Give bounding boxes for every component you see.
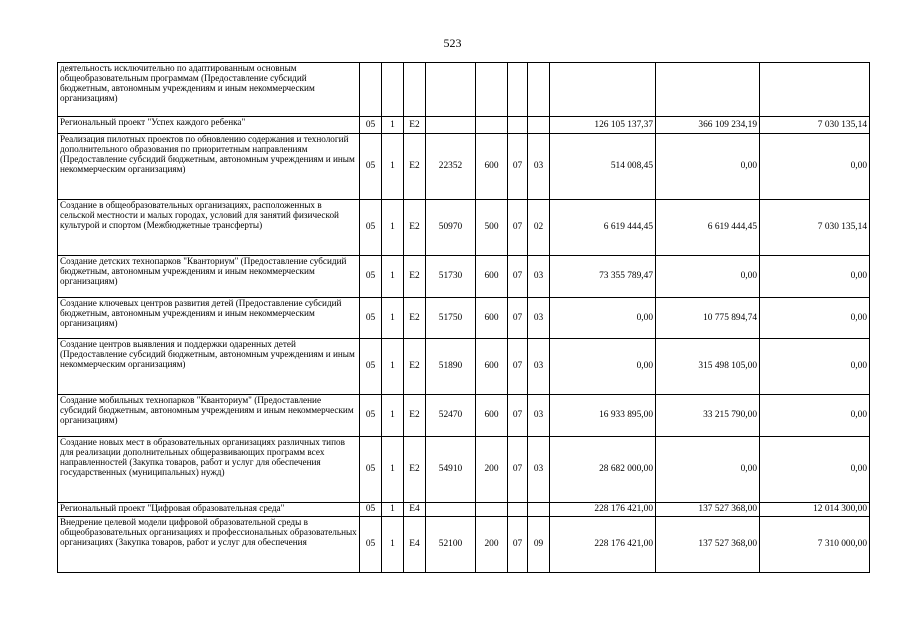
row-expense-type xyxy=(476,503,508,517)
row-amount-year-1: 16 933 895,00 xyxy=(550,395,656,437)
table-row xyxy=(58,395,870,437)
row-amount-year-3: 7 030 135,14 xyxy=(760,117,870,134)
row-direction-code: 52470 xyxy=(426,395,476,437)
row-subsection xyxy=(528,117,550,134)
row-amount-year-3: 7 030 135,14 xyxy=(760,200,870,256)
row-subsection: 03 xyxy=(528,256,550,298)
row-subsection: 02 xyxy=(528,200,550,256)
table-row xyxy=(58,63,870,117)
row-amount-year-3: 0,00 xyxy=(760,298,870,339)
row-amount-year-1 xyxy=(550,63,656,117)
row-subprogram-code: 1 xyxy=(382,503,404,517)
row-expense-type xyxy=(476,117,508,134)
row-section xyxy=(508,117,528,134)
row-section: 07 xyxy=(508,200,528,256)
row-subsection: 03 xyxy=(528,339,550,395)
row-description: Создание центров выявления и поддержки одаренных детей (Предоставление субсидий бюджетным, автономным учреждениям и иным некоммерческим организациям) xyxy=(58,339,360,395)
table-row xyxy=(58,200,870,256)
table-row xyxy=(58,256,870,298)
row-project-code: E4 xyxy=(404,503,426,517)
row-project-code: E2 xyxy=(404,437,426,503)
table-row xyxy=(58,298,870,339)
row-project-code: E2 xyxy=(404,134,426,200)
row-amount-year-2: 0,00 xyxy=(656,256,760,298)
row-subsection: 03 xyxy=(528,437,550,503)
row-expense-type: 200 xyxy=(476,517,508,573)
row-description: Создание ключевых центров развития детей (Предоставление субсидий бюджетным, автономным учреждениям и иным некоммерческим организациям) xyxy=(58,298,360,339)
row-amount-year-2: 137 527 368,00 xyxy=(656,517,760,573)
row-amount-year-3: 0,00 xyxy=(760,134,870,200)
row-section: 07 xyxy=(508,437,528,503)
row-amount-year-3: 0,00 xyxy=(760,339,870,395)
row-subprogram-code: 1 xyxy=(382,134,404,200)
row-program-code: 05 xyxy=(360,200,382,256)
row-description: деятельность исключительно по адаптированным основным общеобразовательным программам (Предоставление субсидий бюджетным, автономным учреждениям и иным некоммерческим организациям) xyxy=(58,63,360,117)
row-program-code: 05 xyxy=(360,117,382,134)
row-expense-type xyxy=(476,63,508,117)
row-program-code: 05 xyxy=(360,298,382,339)
row-amount-year-3: 0,00 xyxy=(760,256,870,298)
table-row xyxy=(58,503,870,517)
row-direction-code: 51750 xyxy=(426,298,476,339)
table-row xyxy=(58,134,870,200)
row-amount-year-3: 12 014 300,00 xyxy=(760,503,870,517)
row-description: Региональный проект "Цифровая образовательная среда" xyxy=(58,503,360,517)
row-amount-year-2: 10 775 894,74 xyxy=(656,298,760,339)
table-row xyxy=(58,437,870,503)
row-amount-year-3: 0,00 xyxy=(760,395,870,437)
row-amount-year-1: 228 176 421,00 xyxy=(550,503,656,517)
row-program-code: 05 xyxy=(360,503,382,517)
row-project-code: E2 xyxy=(404,256,426,298)
row-subsection xyxy=(528,503,550,517)
row-subsection xyxy=(528,63,550,117)
row-section xyxy=(508,503,528,517)
row-direction-code xyxy=(426,63,476,117)
row-program-code: 05 xyxy=(360,395,382,437)
row-amount-year-2: 366 109 234,19 xyxy=(656,117,760,134)
row-project-code: E4 xyxy=(404,517,426,573)
row-direction-code: 51890 xyxy=(426,339,476,395)
row-program-code: 05 xyxy=(360,517,382,573)
row-section: 07 xyxy=(508,134,528,200)
row-program-code: 05 xyxy=(360,134,382,200)
row-direction-code xyxy=(426,117,476,134)
row-program-code: 05 xyxy=(360,339,382,395)
row-section: 07 xyxy=(508,298,528,339)
row-subprogram-code: 1 xyxy=(382,517,404,573)
table-row xyxy=(58,339,870,395)
row-amount-year-3: 0,00 xyxy=(760,437,870,503)
row-subsection: 03 xyxy=(528,395,550,437)
row-amount-year-1: 0,00 xyxy=(550,298,656,339)
row-program-code: 05 xyxy=(360,437,382,503)
row-description: Создание в общеобразовательных организациях, расположенных в сельской местности и малых городах, условий для занятий физической культурой и спортом (Межбюджетные трансферты) xyxy=(58,200,360,256)
row-amount-year-2: 33 215 790,00 xyxy=(656,395,760,437)
row-section: 07 xyxy=(508,395,528,437)
row-direction-code: 54910 xyxy=(426,437,476,503)
row-program-code xyxy=(360,63,382,117)
row-amount-year-2: 6 619 444,45 xyxy=(656,200,760,256)
row-section: 07 xyxy=(508,339,528,395)
row-section: 07 xyxy=(508,517,528,573)
row-project-code: E2 xyxy=(404,395,426,437)
row-amount-year-3 xyxy=(760,63,870,117)
row-section: 07 xyxy=(508,256,528,298)
row-direction-code: 50970 xyxy=(426,200,476,256)
row-subprogram-code: 1 xyxy=(382,339,404,395)
row-expense-type: 600 xyxy=(476,395,508,437)
row-subprogram-code: 1 xyxy=(382,437,404,503)
row-amount-year-1: 514 008,45 xyxy=(550,134,656,200)
row-subprogram-code: 1 xyxy=(382,395,404,437)
row-description: Создание детских технопарков "Кванториум" (Предоставление субсидий бюджетным, автономным учреждениям и иным некоммерческим организациям) xyxy=(58,256,360,298)
row-direction-code: 22352 xyxy=(426,134,476,200)
row-amount-year-2: 137 527 368,00 xyxy=(656,503,760,517)
row-subprogram-code: 1 xyxy=(382,256,404,298)
row-description: Создание новых мест в образовательных организациях различных типов для реализации дополнительных общеразвивающих программ всех направленностей (Закупка товаров, работ и услуг для обеспечения государственных (муниципальных) нужд) xyxy=(58,437,360,503)
table-row xyxy=(58,517,870,573)
page-number: 523 xyxy=(443,36,462,50)
row-amount-year-1: 126 105 137,37 xyxy=(550,117,656,134)
row-amount-year-1: 228 176 421,00 xyxy=(550,517,656,573)
row-amount-year-1: 0,00 xyxy=(550,339,656,395)
row-description: Внедрение целевой модели цифровой образовательной среды в общеобразовательных организациях и профессиональных образовательных организациях (Закупка товаров, работ и услуг для обеспечения xyxy=(58,517,360,573)
row-program-code: 05 xyxy=(360,256,382,298)
row-amount-year-2 xyxy=(656,63,760,117)
row-description: Региональный проект "Успех каждого ребенка" xyxy=(58,117,360,134)
row-expense-type: 600 xyxy=(476,339,508,395)
row-amount-year-2: 315 498 105,00 xyxy=(656,339,760,395)
row-project-code: E2 xyxy=(404,117,426,134)
row-amount-year-2: 0,00 xyxy=(656,437,760,503)
row-direction-code xyxy=(426,503,476,517)
row-description: Создание мобильных технопарков "Кванториум" (Предоставление субсидий бюджетным, автономным учреждениям и иным некоммерческим организациям) xyxy=(58,395,360,437)
row-direction-code: 52100 xyxy=(426,517,476,573)
row-amount-year-1: 6 619 444,45 xyxy=(550,200,656,256)
row-project-code: E2 xyxy=(404,298,426,339)
row-amount-year-1: 73 355 789,47 xyxy=(550,256,656,298)
row-subsection: 09 xyxy=(528,517,550,573)
row-amount-year-2: 0,00 xyxy=(656,134,760,200)
row-amount-year-1: 28 682 000,00 xyxy=(550,437,656,503)
row-amount-year-3: 7 310 000,00 xyxy=(760,517,870,573)
table-row xyxy=(58,117,870,134)
row-subsection: 03 xyxy=(528,298,550,339)
row-expense-type: 600 xyxy=(476,256,508,298)
row-expense-type: 600 xyxy=(476,298,508,339)
row-expense-type: 600 xyxy=(476,134,508,200)
row-subprogram-code: 1 xyxy=(382,200,404,256)
row-expense-type: 500 xyxy=(476,200,508,256)
row-subsection: 03 xyxy=(528,134,550,200)
row-project-code: E2 xyxy=(404,339,426,395)
budget-table xyxy=(57,62,870,573)
row-description: Реализация пилотных проектов по обновлению содержания и технологий дополнительного образования по приоритетным направлениям (Предоставление субсидий бюджетным, автономным учреждениям и иным некоммерческим организациям) xyxy=(58,134,360,200)
row-expense-type: 200 xyxy=(476,437,508,503)
row-subprogram-code xyxy=(382,63,404,117)
row-project-code: E2 xyxy=(404,200,426,256)
row-subprogram-code: 1 xyxy=(382,117,404,134)
row-direction-code: 51730 xyxy=(426,256,476,298)
row-section xyxy=(508,63,528,117)
row-subprogram-code: 1 xyxy=(382,298,404,339)
row-project-code xyxy=(404,63,426,117)
